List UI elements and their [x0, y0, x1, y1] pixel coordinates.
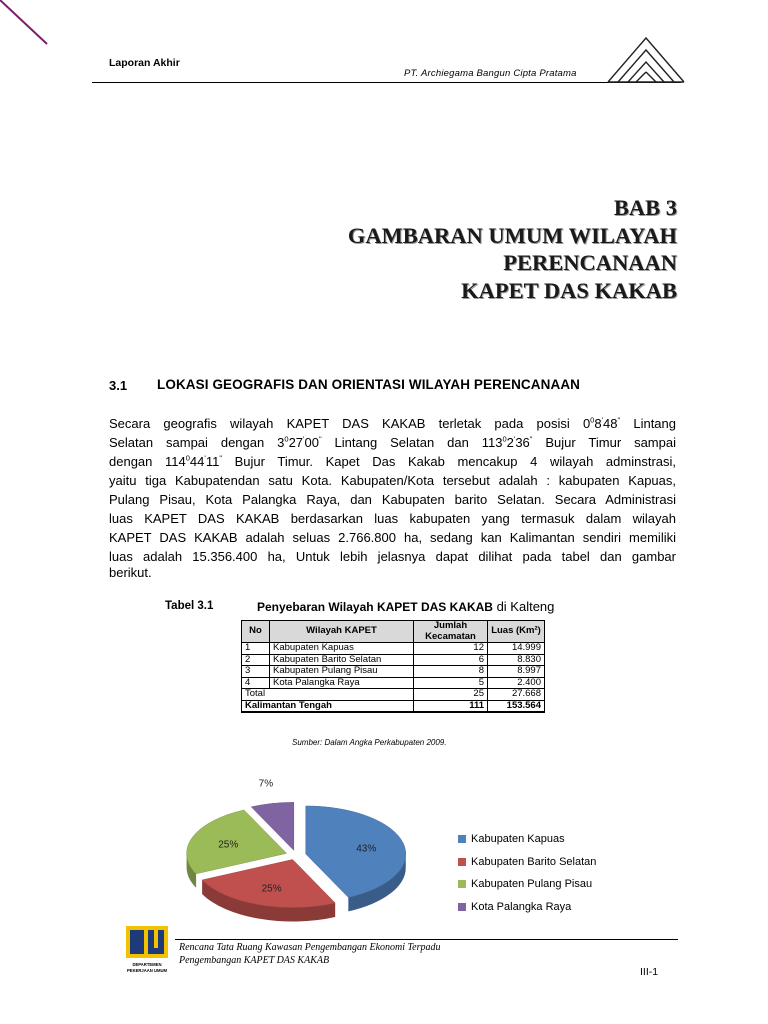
- table-title: [257, 599, 554, 614]
- legend-swatch: [458, 835, 466, 843]
- table-source: Sumber: Dalam Angka Perkabupaten 2009.: [292, 738, 447, 747]
- table-row: [242, 654, 545, 666]
- paragraph-line: dengan $114^044'11^"$ Bujur Timur. Kapet Das Kakab mencakup 4 wilayah adminstrasi,: [109, 453, 677, 469]
- kalteng-jumlah: 111: [414, 700, 488, 712]
- table-header-row: [242, 621, 545, 643]
- footer-line2: Pengembangan KAPET DAS KAKAB: [179, 955, 330, 966]
- total-label: Total: [242, 689, 414, 701]
- pu-logo-text-1: DEPARTEMEN: [132, 962, 162, 967]
- footer-rule: [175, 939, 678, 940]
- kalteng-label: Kalimantan Tengah: [242, 700, 414, 712]
- cell-no: 3: [242, 666, 270, 678]
- legend-label: Kabupaten Kapuas: [471, 833, 565, 846]
- pie-slice-label: 25%: [218, 839, 239, 851]
- paragraph-line: berikut.: [109, 565, 152, 580]
- page-number: III-1: [640, 966, 659, 978]
- paragraph-line: Pulang Pisau, Kota Palangka Raya, dan Kabupaten barito Selatan. Secara Administrasi: [109, 492, 676, 507]
- chapter-title: [348, 194, 677, 304]
- table-label: Tabel 3.1: [165, 600, 214, 612]
- header-jumlah: Jumlah Kecamatan: [414, 621, 488, 643]
- cell-luas: 8.997: [488, 666, 545, 678]
- cell-jumlah: 6: [414, 654, 488, 666]
- pie-slice-label: 43%: [356, 843, 377, 855]
- cell-no: 4: [242, 677, 270, 689]
- total-jumlah: 25: [414, 689, 488, 701]
- cell-wilayah: Kota Palangka Raya: [270, 677, 414, 689]
- header-company-name: PT. Archiegama Bangun Cipta Pratama: [404, 68, 577, 79]
- total-luas: 27.668: [488, 689, 545, 701]
- chapter-title-line3: PERENCANAAN: [503, 250, 677, 275]
- pie-slice-label: 25%: [261, 883, 282, 895]
- header-report-label: Laporan Akhir: [109, 57, 180, 69]
- cell-jumlah: 5: [414, 677, 488, 689]
- data-table: [241, 620, 545, 713]
- legend-label: Kabupaten Pulang Pisau: [471, 878, 593, 891]
- paragraph-line: luas KAPET DAS KAKAB berdasarkan luas kabupaten yang termasuk dalam wilayah: [109, 511, 676, 526]
- legend-item: [458, 896, 596, 919]
- section-title: LOKASI GEOGRAFIS DAN ORIENTASI WILAYAH PERENCANAAN: [157, 377, 581, 392]
- kalteng-luas: 153.564: [488, 700, 545, 712]
- pie-chart: [176, 778, 426, 930]
- legend-item: [458, 851, 596, 874]
- table-row: [242, 677, 545, 689]
- legend-label: Kabupaten Barito Selatan: [471, 855, 597, 868]
- cell-luas: 2.400: [488, 677, 545, 689]
- section-number: 3.1: [109, 378, 128, 393]
- paragraph-line: Secara geografis wilayah KAPET DAS KAKAB terletak pada posisi $0^08'48^"$ Lintang: [109, 415, 676, 431]
- paragraph-line: KAPET DAS KAKAB adalah seluas 2.766.800 ha, sedang kan Kalimantan sendiri memiliki: [109, 530, 676, 545]
- table-title-main: Penyebaran Wilayah KAPET DAS KAKAB: [257, 600, 493, 614]
- legend-item: [458, 828, 596, 851]
- table-row: [242, 666, 545, 678]
- legend-swatch: [458, 880, 466, 888]
- chapter-title-line4: KAPET DAS KAKAB: [461, 277, 677, 303]
- table-total-row: [242, 689, 545, 701]
- cell-wilayah: Kabupaten Kapuas: [270, 643, 414, 655]
- cell-jumlah: 12: [414, 643, 488, 655]
- legend-label: Kota Palangka Raya: [471, 900, 572, 913]
- cell-wilayah: Kabupaten Pulang Pisau: [270, 666, 414, 678]
- header-rule: [92, 82, 681, 83]
- legend-item: [458, 873, 596, 896]
- chapter-title-line1: BAB 3: [613, 195, 677, 220]
- cell-jumlah: 8: [414, 666, 488, 678]
- legend-swatch: [458, 858, 466, 866]
- table-row: [242, 643, 545, 655]
- pu-logo-icon: [124, 924, 170, 976]
- pie-slice-label: 7%: [258, 778, 274, 790]
- chart-legend: [458, 828, 596, 918]
- cell-no: 1: [242, 643, 270, 655]
- paragraph-line: Selatan sampai dengan $3^027'00^"$ Lintang Selatan dan $113^02'36^"$ Bujur Timur sampai: [109, 434, 676, 450]
- legend-swatch: [458, 903, 466, 911]
- header-wilayah: Wilayah KAPET: [270, 621, 414, 643]
- cell-luas: 8.830: [488, 654, 545, 666]
- paragraph-line: luas adalah 15.356.400 ha, Untuk lebih jelasnya dapat dilihat pada tabel dan gambar: [109, 549, 676, 564]
- header-no: No: [242, 621, 270, 643]
- footer-line1: Rencana Tata Ruang Kawasan Pengembangan Ekonomi Terpadu: [179, 942, 441, 953]
- pu-logo-text-2: PEKERJAAN UMUM: [126, 968, 168, 973]
- cell-luas: 14.999: [488, 643, 545, 655]
- header-luas: Luas (Km²): [488, 621, 545, 643]
- chapter-title-line2: GAMBARAN UMUM WILAYAH: [347, 222, 677, 248]
- cell-no: 2: [242, 654, 270, 666]
- table-kalteng-row: [242, 700, 545, 712]
- cell-wilayah: Kabupaten Barito Selatan: [270, 654, 414, 666]
- table-title-tail: di Kalteng: [492, 599, 555, 614]
- company-logo-icon: [606, 36, 686, 84]
- corner-decoration: [0, 0, 60, 50]
- paragraph-line: yaitu tiga Kabupatendan satu Kota. Kabupaten/Kota tersebut adalah : kabupaten Kapuas,: [109, 473, 676, 488]
